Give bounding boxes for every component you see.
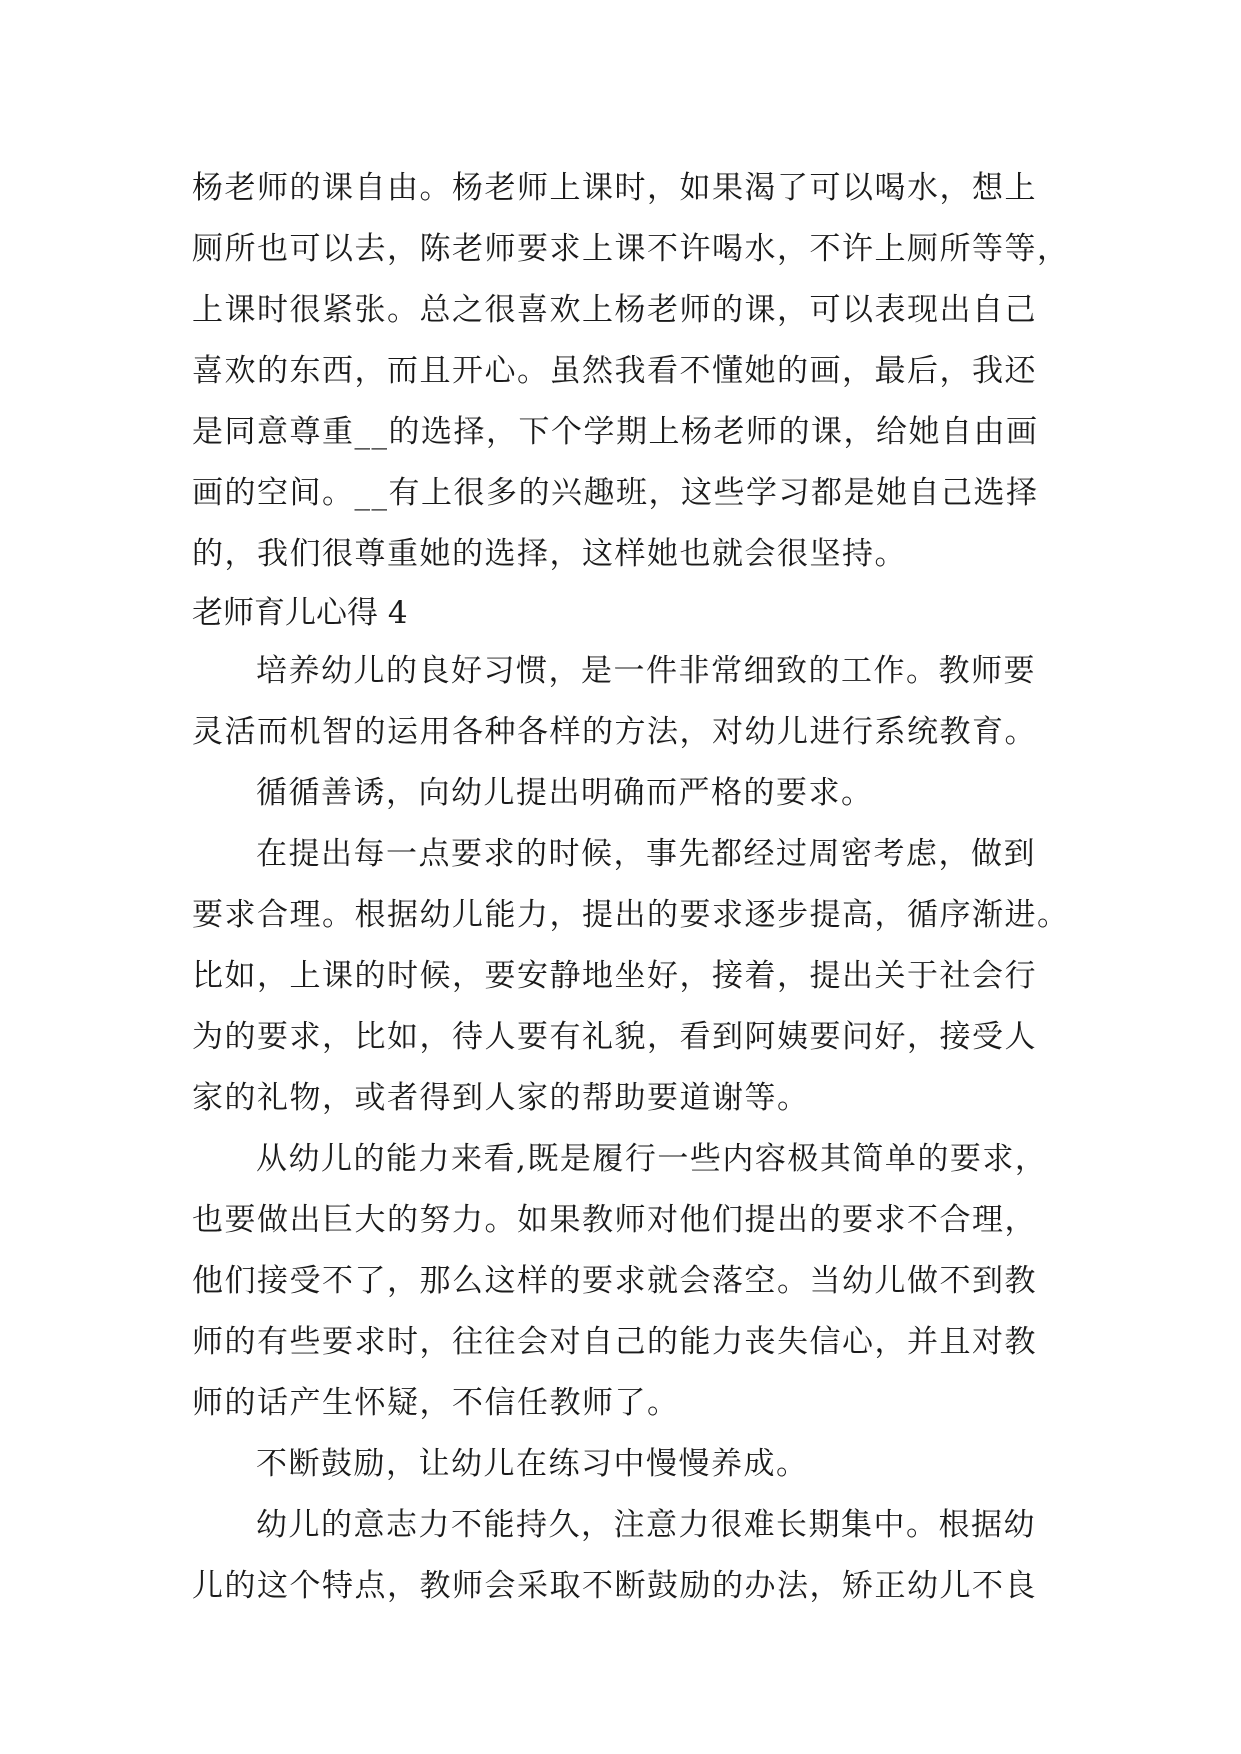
text-line: 儿的这个特点，教师会采取不断鼓励的办法，矫正幼儿不良 — [192, 1568, 1037, 1604]
text-line: 为的要求，比如，待人要有礼貌，看到阿姨要问好，接受人 — [192, 1019, 1037, 1055]
text-line: 杨老师的课自由。杨老师上课时，如果渴了可以喝水，想上 — [192, 170, 1037, 206]
text-line: 喜欢的东西，而且开心。虽然我看不懂她的画，最后，我还 — [192, 353, 1037, 389]
text-line: 在提出每一点要求的时候，事先都经过周密考虑，做到 — [256, 836, 1036, 872]
text-line: 不断鼓励，让幼儿在练习中慢慢养成。 — [256, 1446, 809, 1482]
section-heading: 老师育儿心得 4 — [192, 595, 408, 631]
text-line: 是同意尊重__的选择，下个学期上杨老师的课，给她自由画 — [192, 414, 1039, 450]
text-line: 家的礼物，或者得到人家的帮助要道谢等。 — [192, 1080, 810, 1116]
text-line: 培养幼儿的良好习惯，是一件非常细致的工作。教师要 — [256, 653, 1036, 689]
text-line: 比如，上课的时候，要安静地坐好，接着，提出关于社会行 — [192, 958, 1037, 994]
text-line: 也要做出巨大的努力。如果教师对他们提出的要求不合理， — [192, 1202, 1037, 1238]
text-line: 灵活而机智的运用各种各样的方法，对幼儿进行系统教育。 — [192, 714, 1037, 750]
text-line: 循循善诱，向幼儿提出明确而严格的要求。 — [256, 775, 874, 811]
text-line: 厕所也可以去，陈老师要求上课不许喝水，不许上厕所等等， — [192, 231, 1070, 267]
text-line: 师的话产生怀疑，不信任教师了。 — [192, 1385, 680, 1421]
text-line: 从幼儿的能力来看,既是履行一些内容极其简单的要求， — [256, 1141, 1048, 1177]
document-body — [192, 158, 1072, 1617]
text-line: 的，我们很尊重她的选择，这样她也就会很坚持。 — [192, 536, 907, 572]
text-line: 上课时很紧张。总之很喜欢上杨老师的课，可以表现出自己 — [192, 292, 1037, 328]
text-line: 画的空间。__有上很多的兴趣班，这些学习都是她自己选择 — [192, 475, 1039, 511]
text-line: 师的有些要求时，往往会对自己的能力丧失信心，并且对教 — [192, 1324, 1037, 1360]
text-line: 幼儿的意志力不能持久，注意力很难长期集中。根据幼 — [256, 1507, 1036, 1543]
text-line: 要求合理。根据幼儿能力，提出的要求逐步提高，循序渐进。 — [192, 897, 1070, 933]
text-line: 他们接受不了，那么这样的要求就会落空。当幼儿做不到教 — [192, 1263, 1037, 1299]
